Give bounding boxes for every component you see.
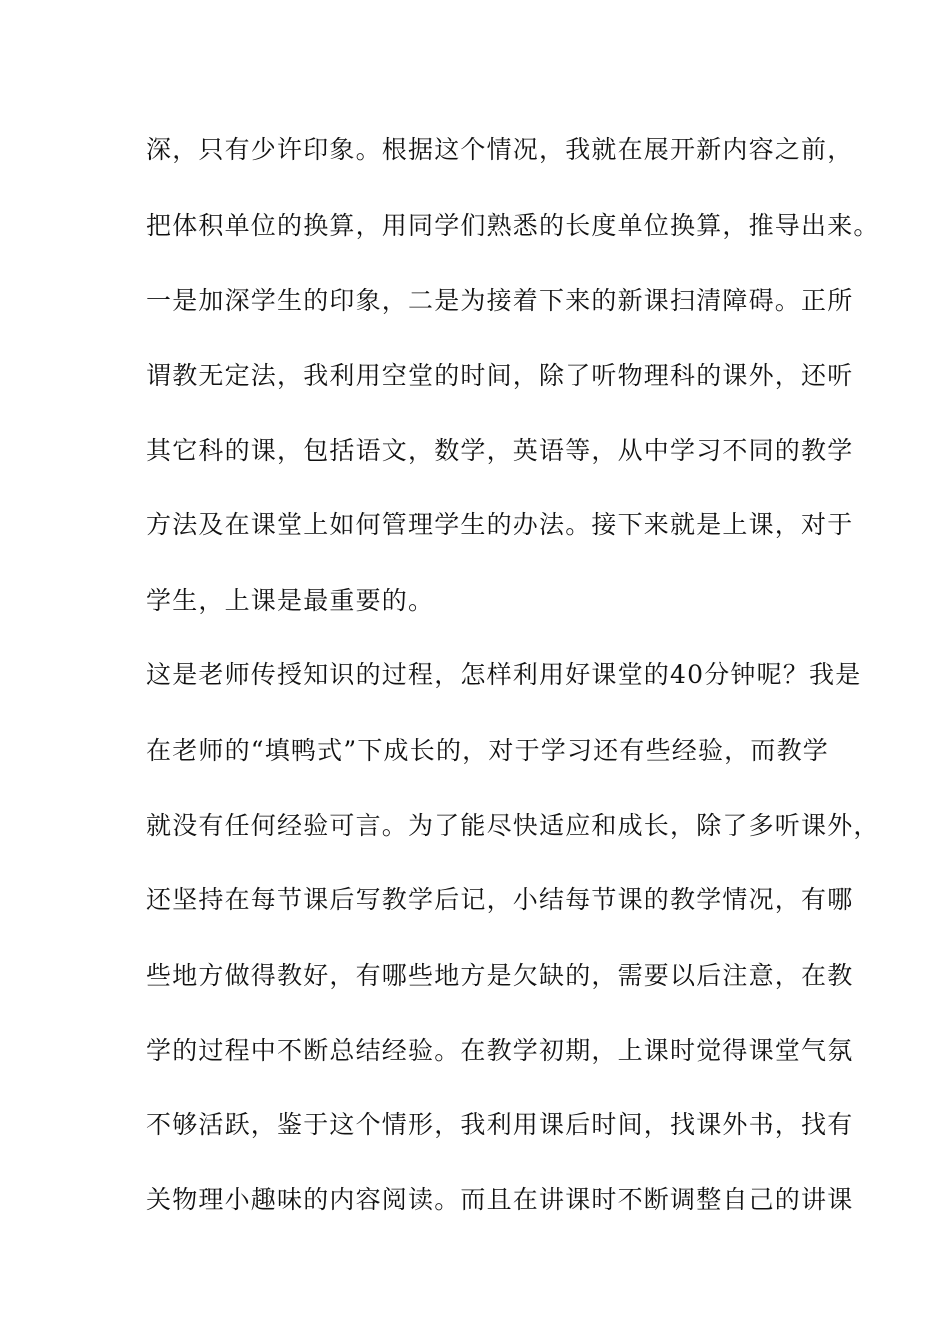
text-line: 其它科的课，包括语文，数学，英语等，从中学习不同的教学 <box>146 436 854 465</box>
text-line: 谓教无定法，我利用空堂的时间，除了听物理科的课外，还听 <box>146 361 854 390</box>
text-line: 一是加深学生的印象，二是为接着下来的新课扫清障碍。正所 <box>146 286 854 315</box>
text-line: 不够活跃，鉴于这个情形，我利用课后时间，找课外书，找有 <box>146 1110 854 1139</box>
text-line: 学生，上课是最重要的。 <box>146 586 435 615</box>
text-line: 就没有任何经验可言。为了能尽快适应和成长，除了多听课外， <box>146 811 880 840</box>
text-line: 还坚持在每节课后写教学后记，小结每节课的教学情况，有哪 <box>146 885 854 914</box>
text-line: 深，只有少许印象。根据这个情况，我就在展开新内容之前， <box>146 135 854 164</box>
text-line: 这是老师传授知识的过程，怎样利用好课堂的40分钟呢？我是 <box>146 660 862 689</box>
text-line: 学的过程中不断总结经验。在教学初期，上课时觉得课堂气氛 <box>146 1036 854 1065</box>
text-line: 在老师的“填鸭式”下成长的，对于学习还有些经验，而教学 <box>146 736 829 765</box>
text-line: 关物理小趣味的内容阅读。而且在讲课时不断调整自己的讲课 <box>146 1185 854 1214</box>
text-line: 方法及在课堂上如何管理学生的办法。接下来就是上课，对于 <box>146 510 854 539</box>
text-line: 些地方做得教好，有哪些地方是欠缺的，需要以后注意，在教 <box>146 961 854 990</box>
text-line: 把体积单位的换算，用同学们熟悉的长度单位换算，推导出来。 <box>146 211 880 240</box>
